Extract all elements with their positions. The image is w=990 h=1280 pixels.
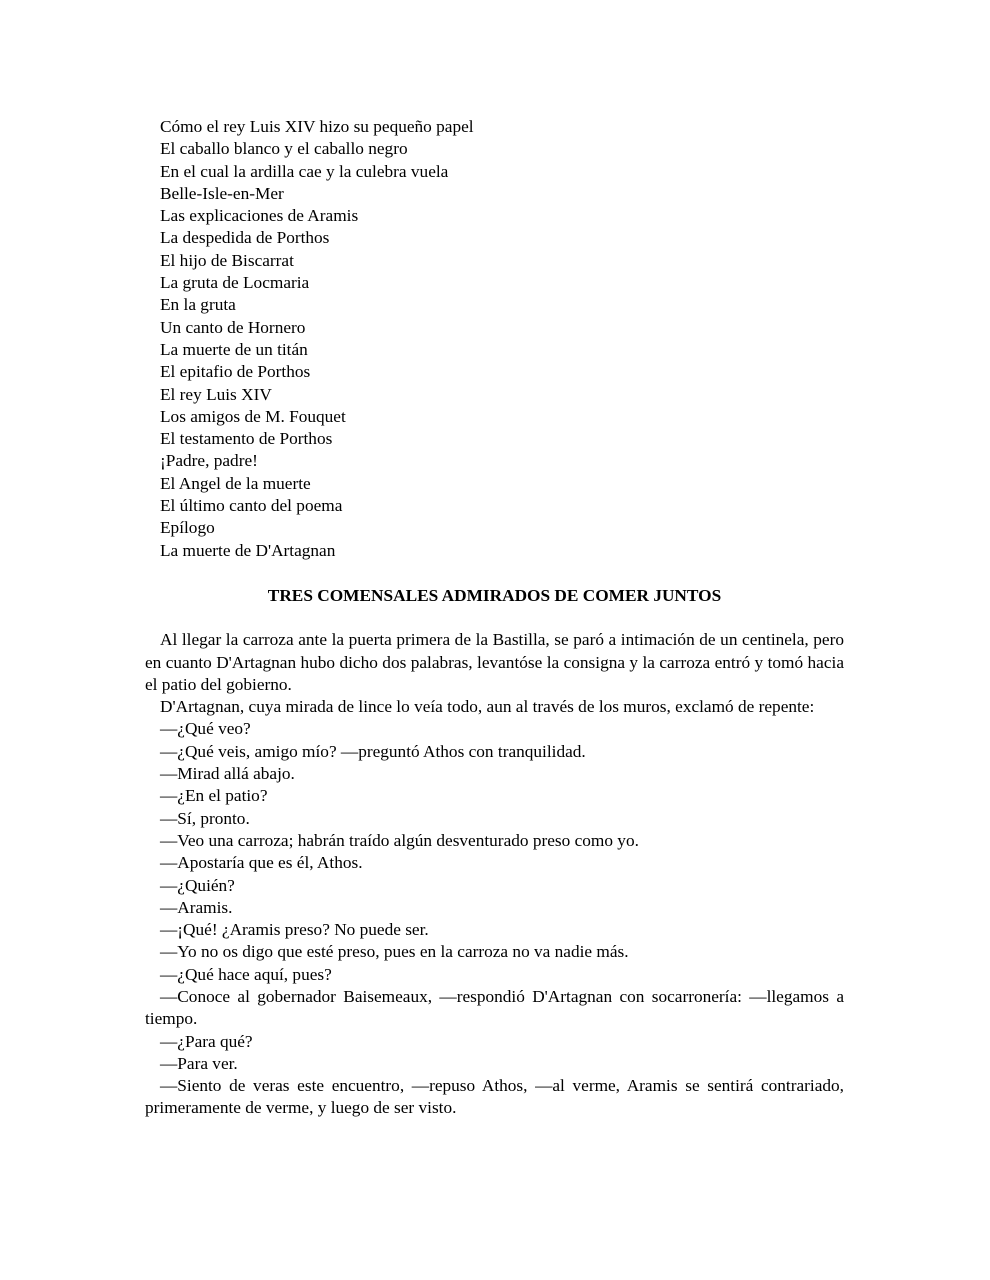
toc-entry: Los amigos de M. Fouquet [160, 406, 346, 426]
dialogue-line: —¿En el patio? [160, 786, 268, 806]
toc-entry: El caballo blanco y el caballo negro [160, 139, 408, 159]
toc-entry: La gruta de Locmaria [160, 273, 310, 293]
table-of-contents [145, 116, 844, 562]
toc-entry: El último canto del poema [160, 496, 343, 516]
toc-entry: ¡Padre, padre! [160, 451, 258, 471]
toc-entry: Cómo el rey Luis XIV hizo su pequeño papel [160, 117, 474, 136]
chapter-body [145, 629, 844, 1120]
dialogue-line: —¿Qué hace aquí, pues? [160, 964, 332, 984]
dialogue-line: —¿Qué veo? [160, 719, 251, 739]
document-page [145, 116, 844, 1120]
toc-entry: En el cual la ardilla cae y la culebra vuela [160, 161, 449, 181]
toc-entry: Epílogo [160, 518, 215, 538]
dialogue-line: —Siento de veras este encuentro, —repuso Athos, —al verme, Aramis se sentirá contrariado, primeramente de verme, y luego de ser visto. [145, 1076, 844, 1118]
toc-entry: El epitafio de Porthos [160, 362, 311, 382]
dialogue-line: —Conoce al gobernador Baisemeaux, —respondió D'Artagnan con socarronería: —llegamos a tiempo. [145, 986, 844, 1029]
dialogue-line: —¿Qué veis, amigo mío? —preguntó Athos con tranquilidad. [160, 741, 586, 761]
toc-entry: La despedida de Porthos [160, 228, 330, 248]
dialogue-line: —¿Para qué? [160, 1031, 253, 1051]
chapter-title: TRES COMENSALES ADMIRADOS DE COMER JUNTOS [267, 585, 722, 605]
dialogue-line: —Para ver. [160, 1053, 238, 1073]
dialogue-line: —¿Quién? [160, 875, 235, 895]
dialogue-line: —Apostaría que es él, Athos. [160, 853, 363, 873]
toc-entry: En la gruta [160, 295, 236, 315]
dialogue-line: —Veo una carroza; habrán traído algún desventurado preso como yo. [160, 830, 639, 850]
toc-entry: El rey Luis XIV [160, 384, 272, 404]
toc-entry: La muerte de D'Artagnan [160, 540, 336, 560]
dialogue-line: —¡Qué! ¿Aramis preso? No puede ser. [160, 920, 429, 940]
toc-entry: Las explicaciones de Aramis [160, 206, 359, 226]
paragraph: D'Artagnan, cuya mirada de lince lo veía todo, aun al través de los muros, exclamó de repente: [160, 697, 815, 717]
dialogue-line: —Mirad allá abajo. [160, 764, 295, 784]
dialogue-line: —Aramis. [160, 897, 233, 917]
toc-entry: La muerte de un titán [160, 339, 308, 359]
dialogue-line: —Sí, pronto. [160, 808, 250, 828]
toc-entry: Belle-Isle-en-Mer [160, 183, 284, 203]
dialogue-line: —Yo no os digo que esté preso, pues en la carroza no va nadie más. [160, 942, 629, 962]
paragraph: Al llegar la carroza ante la puerta primera de la Bastilla, se paró a intimación de un centinela, pero en cuanto D'Artagnan hubo dicho dos palabras, levantóse la consigna y la carroza entró y tomó hacia el patio del gobierno. [145, 630, 844, 694]
toc-entry: El Angel de la muerte [160, 473, 311, 493]
toc-entry: El hijo de Biscarrat [160, 250, 294, 270]
toc-entry: El testamento de Porthos [160, 429, 333, 449]
toc-entry: Un canto de Hornero [160, 317, 306, 337]
